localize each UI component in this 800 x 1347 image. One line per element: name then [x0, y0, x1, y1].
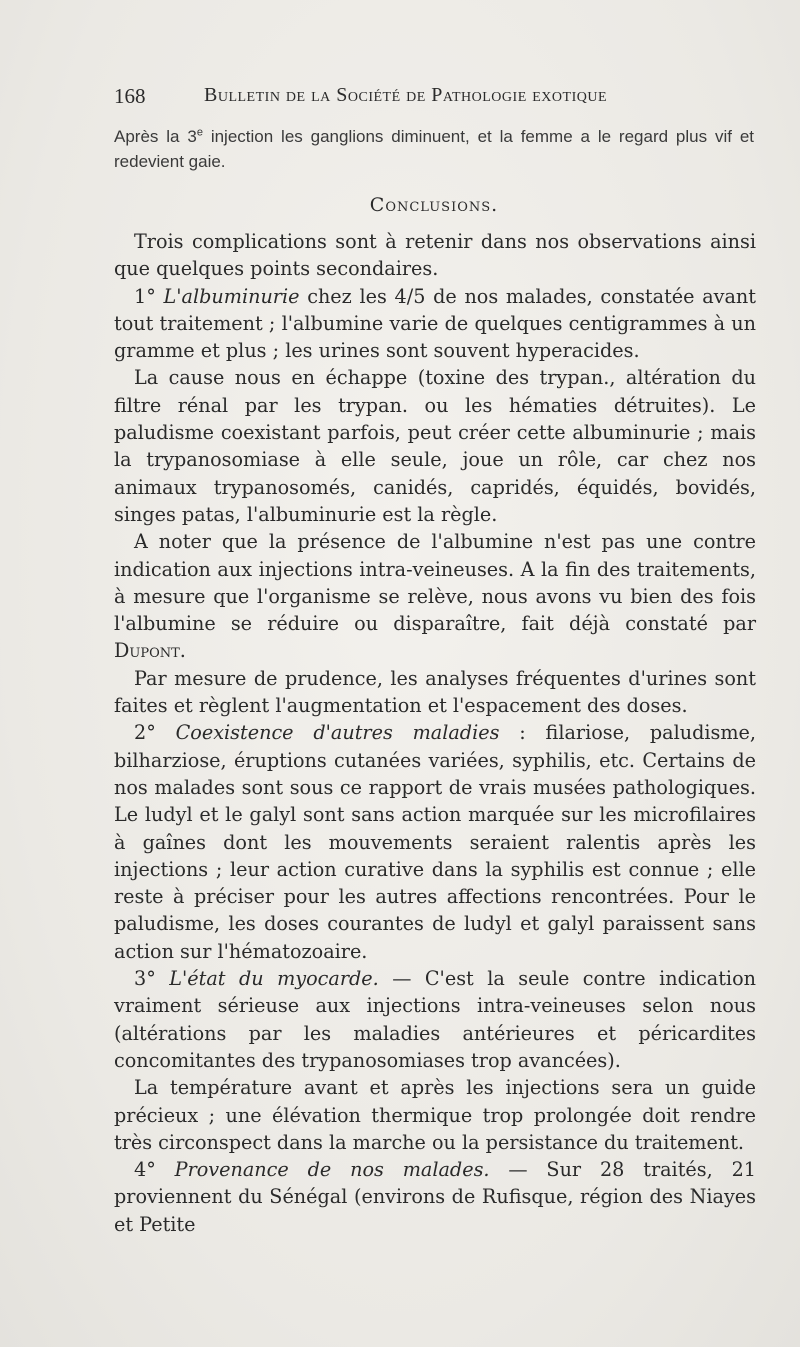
item-number: 3° — [134, 967, 156, 991]
running-title: Bulletin de la Société de Pathologie exotique — [204, 84, 608, 106]
paragraph-2 — [114, 283, 756, 365]
intro-text-end: injection les ganglions diminuent, et la femme a le regard plus vif et redevient gaie. — [114, 127, 755, 171]
item-heading: Coexistence d'autres maladies — [175, 721, 500, 745]
item-text: : filariose, paludisme, bilharziose, éruptions cutanées variées, syphilis, etc. Certains de nos malades sont sous ce rapport de vrais musées pathologiques. Le ludyl et le galyl sont sans action marquée sur les microfilaires à gaînes dont les mouvements seraient ralentis après les injections ; leur action curative dans la syphilis est connue ; elle reste à préciser pour les autres affections rencontrées. Pour le paludisme, les doses courantes de ludyl et galyl paraissent sans action sur l'hématozoaire. — [114, 721, 756, 963]
paragraph-3: La cause nous en échappe (toxine des trypan., altération du filtre rénal par les trypan. ou les hématies détruites). Le paludisme coexistant parfois, peut créer cette albuminurie ; mais la trypanosomiase à elle seule, joue un rôle, car chez nos animaux trypanosomés, canidés, capridés, équidés, bovidés, singes patas, l'albuminurie est la règle. — [114, 366, 756, 526]
paragraph-4-end: . — [179, 639, 186, 663]
item-heading: Provenance de nos malades. — [174, 1158, 490, 1182]
item-number: 4° — [134, 1158, 156, 1182]
paragraph-9 — [114, 1156, 756, 1238]
paragraph-4 — [114, 528, 756, 664]
page-number: 168 — [114, 84, 146, 108]
section-title: Conclusions. — [369, 194, 499, 216]
intro-text-start: Après la 3 — [114, 127, 197, 146]
item-text: — Sur 28 traités, 21 proviennent du Sénégal (environs de Rufisque, région des Niayes et Petite — [114, 1158, 756, 1236]
author-name: Dupont — [114, 639, 180, 663]
item-text: chez les 4/5 de nos malades, constatée avant tout traitement ; l'albumine varie de quelques centigrammes à un gramme et plus ; les urines sont souvent hyperacides. — [114, 284, 756, 363]
paragraph-5: Par mesure de prudence, les analyses fréquentes d'urines sont faites et règlent l'augmentation et l'espacement des doses. — [114, 666, 756, 718]
item-heading: L'albuminurie — [163, 284, 300, 308]
item-number: 1° — [134, 284, 156, 308]
item-heading: L'état du myocarde. — [169, 967, 379, 991]
paragraph-8: La température avant et après les injections sera un guide précieux ; une élévation thermique trop prolongée doit rendre très circonspect dans la marche ou la persistance du traitement. — [114, 1076, 756, 1154]
paragraph-7 — [114, 965, 756, 1074]
running-header — [114, 84, 666, 112]
item-text: — C'est la seule contre indication vraiment sérieuse aux injections intra-veineuses selon nous (altérations par les maladies antérieures et péricardites concomitantes des trypanosomiases trop avancées). — [114, 967, 756, 1072]
paragraph-4-text: A noter que la présence de l'albumine n'est pas une contre indication aux injections intra-veineuses. A la fin des traitements, à mesure que l'organisme se relève, nous avons vu bien des fois l'albumine se réduire ou disparaître, fait déjà constaté par — [114, 530, 756, 636]
intro-superscript: e — [196, 126, 203, 139]
paragraph-1: Trois complications sont à retenir dans nos observations ainsi que quelques points secondaires. — [114, 230, 756, 281]
paragraph-6 — [114, 719, 756, 965]
body-text — [114, 228, 756, 1238]
intro-paragraph — [114, 124, 754, 174]
item-number: 2° — [134, 721, 156, 745]
